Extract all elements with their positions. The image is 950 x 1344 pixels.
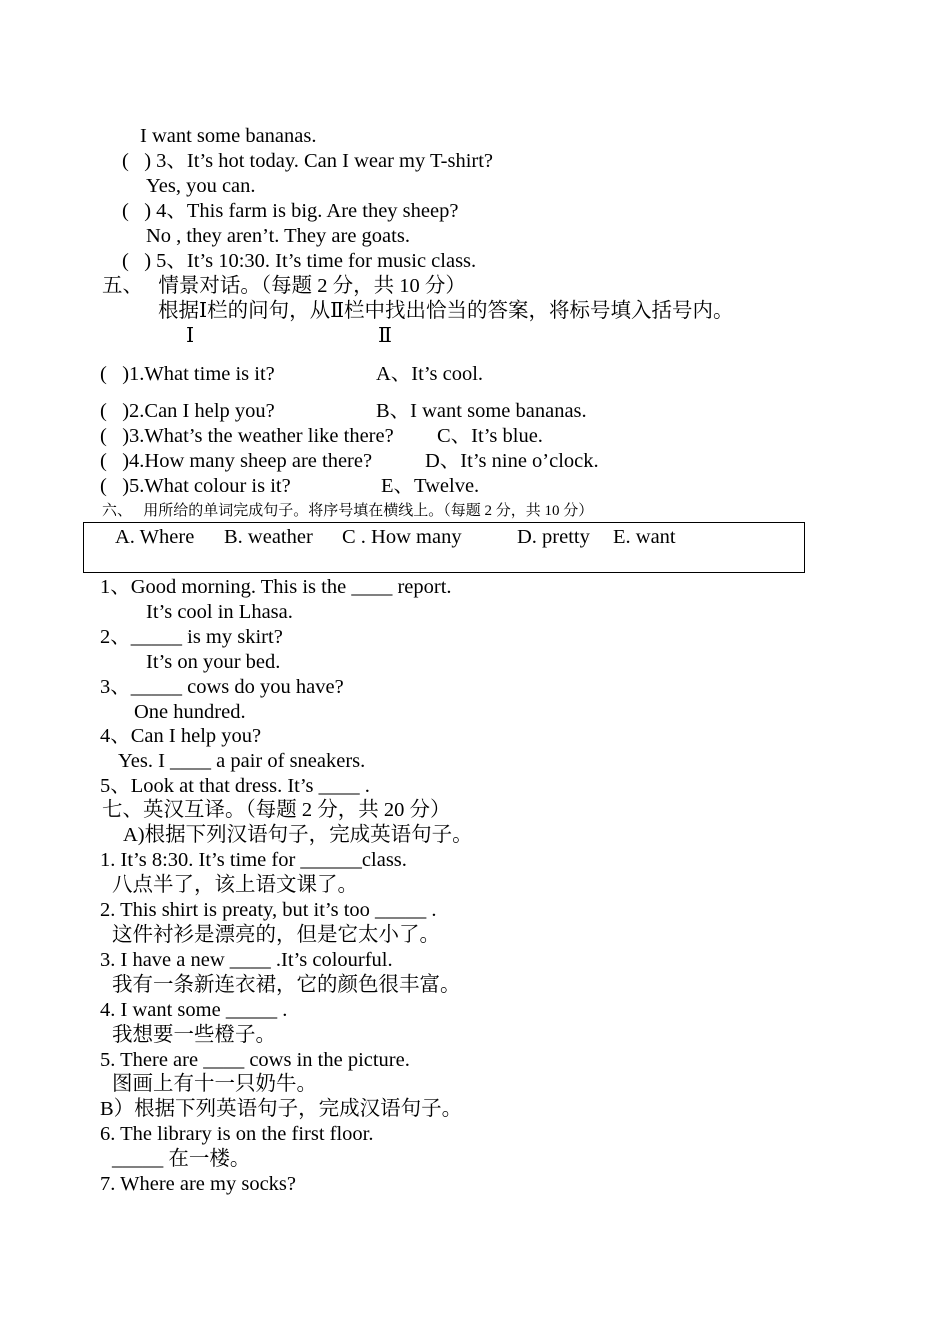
translate-question-7: 7. Where are my socks? — [100, 1173, 297, 1195]
word-option-d: D. pretty — [517, 526, 590, 548]
section-5-instruction: 根据Ⅰ栏的问句，从Ⅱ栏中找出恰当的答案，将标号填入括号内。 — [158, 300, 734, 322]
section-7-part-b: B）根据下列英语句子，完成汉语句子。 — [100, 1098, 463, 1120]
s4-answer-4: No , they aren’t. They are goats. — [146, 225, 410, 247]
s4-question-3: ( ) 3、It’s hot today. Can I wear my T-shirt? — [122, 150, 494, 172]
translate-question-5: 5. There are ____ cows in the picture. — [100, 1049, 410, 1071]
fill-answer-4: Yes. I ____ a pair of sneakers. — [118, 750, 366, 772]
dialogue-question-2: ( )2.Can I help you? — [100, 400, 275, 422]
fill-answer-3: One hundred. — [134, 701, 246, 723]
s4-question-4: ( ) 4、This farm is big. Are they sheep? — [122, 200, 459, 222]
fill-question-3: 3、_____ cows do you have? — [100, 676, 344, 698]
dialogue-answer-c: C、It’s blue. — [437, 425, 543, 447]
translate-question-6: 6. The library is on the first floor. — [100, 1123, 374, 1145]
translate-chinese-2: 这件衬衫是漂亮的，但是它太小了。 — [112, 924, 440, 946]
s4-answer-line: I want some bananas. — [140, 125, 317, 147]
translate-chinese-6: _____ 在一楼。 — [112, 1148, 251, 1170]
dialogue-question-1: ( )1.What time is it? — [100, 363, 275, 385]
fill-question-4: 4、Can I help you? — [100, 725, 262, 747]
word-bank-box — [83, 522, 805, 573]
dialogue-answer-d: D、It’s nine o’clock. — [425, 450, 599, 472]
translate-question-2: 2. This shirt is preaty, but it’s too _____ . — [100, 899, 437, 921]
fill-question-2: 2、_____ is my skirt? — [100, 626, 283, 648]
translate-chinese-1: 八点半了，该上语文课了。 — [112, 874, 358, 896]
translate-question-3: 3. I have a new ____ .It’s colourful. — [100, 949, 393, 971]
section-7-part-a: A)根据下列汉语句子，完成英语句子。 — [123, 824, 473, 846]
dialogue-question-4: ( )4.How many sheep are there? — [100, 450, 373, 472]
translate-question-4: 4. I want some _____ . — [100, 999, 288, 1021]
fill-answer-1: It’s cool in Lhasa. — [146, 601, 293, 623]
dialogue-question-3: ( )3.What’s the weather like there? — [100, 425, 394, 447]
word-option-e: E. want — [613, 526, 676, 548]
fill-question-1: 1、Good morning. This is the ____ report. — [100, 576, 452, 598]
translate-chinese-3: 我有一条新连衣裙，它的颜色很丰富。 — [112, 974, 461, 996]
translate-chinese-5: 图画上有十一只奶牛。 — [112, 1073, 317, 1095]
fill-answer-2: It’s on your bed. — [146, 651, 281, 673]
section-7-title: 七、英汉互译。（每题 2 分，共 20 分） — [102, 799, 451, 821]
section-5-title: 五、 情景对话。（每题 2 分，共 10 分） — [102, 275, 466, 297]
s4-question-5: ( ) 5、It’s 10:30. It’s time for music class. — [122, 250, 477, 272]
s4-answer-3: Yes, you can. — [146, 175, 256, 197]
word-option-c: C . How many — [342, 526, 462, 548]
translate-question-1: 1. It’s 8:30. It’s time for ______class. — [100, 849, 407, 871]
dialogue-answer-a: A、It’s cool. — [376, 363, 484, 385]
fill-question-5: 5、Look at that dress. It’s ____ . — [100, 775, 370, 797]
dialogue-answer-b: B、I want some bananas. — [376, 400, 587, 422]
translate-chinese-4: 我想要一些橙子。 — [112, 1024, 276, 1046]
column-2-header: Ⅱ — [378, 325, 392, 347]
column-1-header: Ⅰ — [186, 325, 195, 347]
dialogue-answer-e: E、Twelve. — [381, 475, 480, 497]
word-option-a: A. Where — [115, 526, 195, 548]
word-option-b: B. weather — [224, 526, 313, 548]
section-6-title: 六、 用所给的单词完成句子。将序号填在横线上。（每题 2 分，共 10 分） — [102, 503, 594, 519]
dialogue-question-5: ( )5.What colour is it? — [100, 475, 291, 497]
